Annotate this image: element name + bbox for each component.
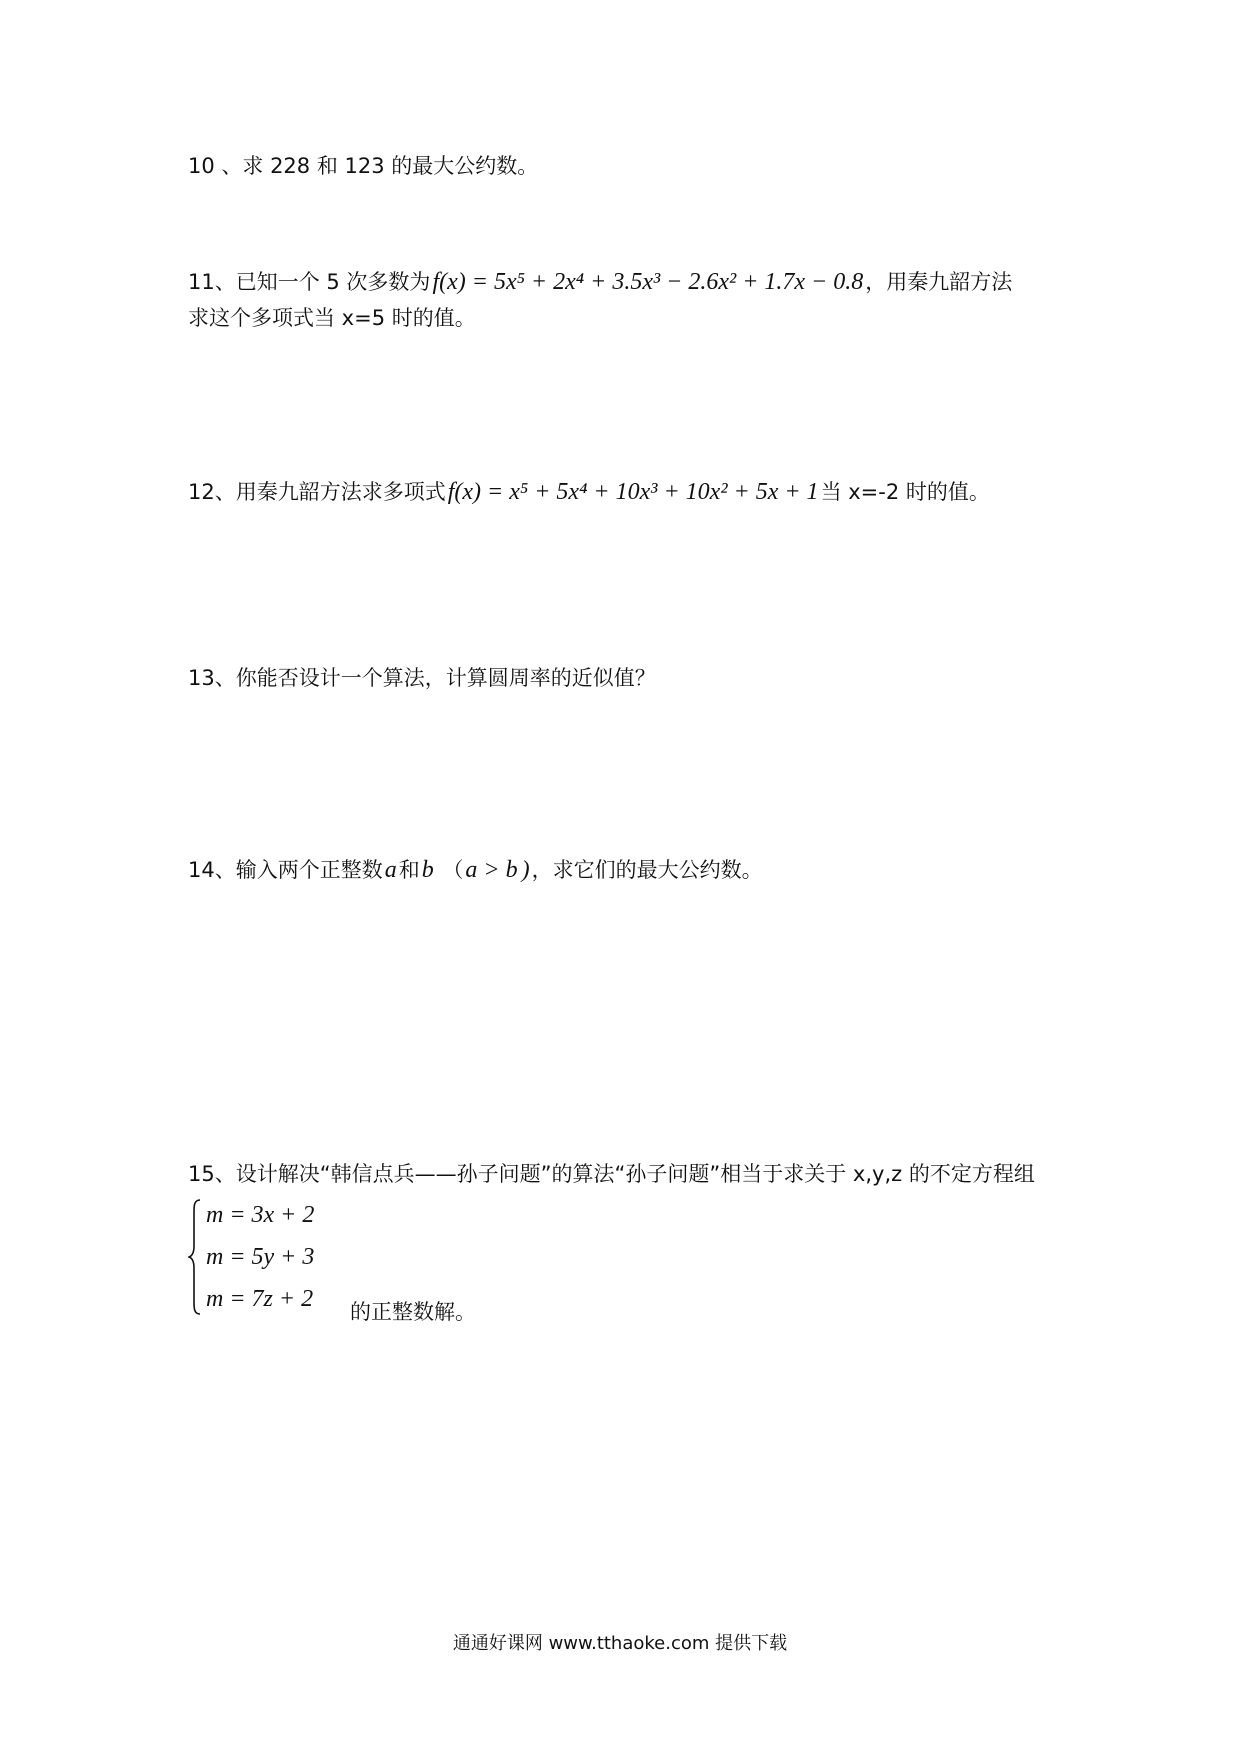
question-11-suffix: ，用秦九韶方法 [865, 270, 1013, 294]
question-14-var-b: b [421, 857, 434, 883]
question-12 [188, 474, 1058, 510]
question-12-prefix: 12、用秦九韶方法求多项式 [188, 480, 446, 504]
question-14-var-a: a [384, 857, 397, 883]
question-15-suffix: 的正整数解。 [350, 1300, 476, 1324]
question-11-line2: 求这个多项式当 x=5 时的值。 [188, 306, 476, 330]
question-15 [188, 1156, 1058, 1192]
equation-2: m = 5y + 3 [206, 1244, 315, 1270]
equation-3: m = 7z + 2 [206, 1286, 314, 1312]
left-brace-icon [188, 1198, 202, 1316]
equation-1: m = 3x + 2 [206, 1202, 315, 1228]
question-14-prefix: 14、输入两个正整数 [188, 858, 383, 882]
question-11 [188, 264, 1058, 336]
question-10 [188, 148, 1058, 184]
question-14 [188, 852, 1058, 888]
question-14-cond-open: （ [442, 858, 464, 882]
equation-system [188, 1198, 328, 1318]
question-14-condition: a > b [465, 857, 518, 883]
footer-text: 通通好课网 www.tthaoke.com 提供下载 [452, 1633, 788, 1654]
question-13 [188, 660, 1058, 696]
question-12-formula: f(x) = x⁵ + 5x⁴ + 10x³ + 10x² + 5x + 1 [447, 479, 819, 505]
question-12-suffix: 当 x=-2 时的值。 [820, 480, 990, 504]
question-15-line1: 15、设计解决“韩信点兵——孙子问题”的算法“孙子问题”相当于求关于 x,y,z 的不定方程组 [188, 1162, 1035, 1186]
question-10-text: 10 、求 228 和 123 的最大公约数。 [188, 154, 539, 178]
question-13-text: 13、你能否设计一个算法，计算圆周率的近似值？ [188, 666, 656, 690]
question-11-prefix: 11、已知一个 5 次多数为 [188, 270, 431, 294]
question-14-and: 和 [398, 858, 420, 882]
question-14-cond-close: ) [521, 857, 530, 883]
question-11-formula: f(x) = 5x⁵ + 2x⁴ + 3.5x³ − 2.6x² + 1.7x − 0.8 [432, 269, 864, 295]
question-14-suffix: ，求它们的最大公约数。 [531, 858, 763, 882]
question-15-suffix-line [350, 1294, 1220, 1330]
page-footer [0, 1630, 1240, 1658]
